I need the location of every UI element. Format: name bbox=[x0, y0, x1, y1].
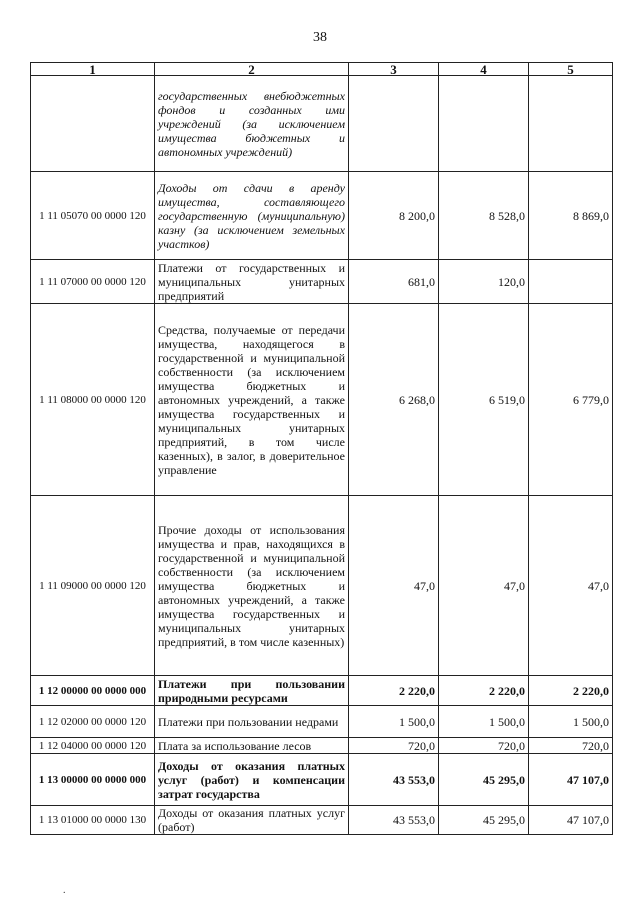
row-value-col3: 43 553,0 bbox=[349, 754, 439, 806]
row-value-col4: 1 500,0 bbox=[439, 706, 529, 738]
row-name: Доходы от сдачи в аренду имущества, составляющего государственную (муниципальную) казну (за исключением земельных участков) bbox=[155, 172, 349, 260]
row-code: 1 12 04000 00 0000 120 bbox=[31, 738, 155, 754]
table-row bbox=[31, 496, 613, 676]
row-value-col3: 47,0 bbox=[349, 496, 439, 676]
row-name: Платежи при пользовании природными ресурсами bbox=[155, 676, 349, 706]
row-name: Плата за использование лесов bbox=[155, 738, 349, 754]
row-value-col4: 45 295,0 bbox=[439, 754, 529, 806]
column-header: 1 bbox=[31, 63, 155, 76]
row-value-col4: 720,0 bbox=[439, 738, 529, 754]
row-name: Платежи при пользовании недрами bbox=[155, 706, 349, 738]
scan-mark: . bbox=[63, 885, 66, 896]
table-row bbox=[31, 260, 613, 304]
row-value-col3: 43 553,0 bbox=[349, 806, 439, 835]
row-name: Платежи от государственных и муниципальных унитарных предприятий bbox=[155, 260, 349, 304]
row-code: 1 12 02000 00 0000 120 bbox=[31, 706, 155, 738]
table-row bbox=[31, 806, 613, 835]
row-code: 1 11 07000 00 0000 120 bbox=[31, 260, 155, 304]
table-row bbox=[31, 706, 613, 738]
row-value-col5 bbox=[529, 76, 613, 172]
row-name: Доходы от оказания платных услуг (работ) bbox=[155, 806, 349, 835]
row-value-col3: 681,0 bbox=[349, 260, 439, 304]
row-value-col3: 720,0 bbox=[349, 738, 439, 754]
row-value-col5: 2 220,0 bbox=[529, 676, 613, 706]
row-name: Средства, получаемые от передачи имущества, находящегося в государственной и муниципальной собственности (за исключением имущества бюджетных и автономных учреждений, а также имущества государственных и муниципальных унитарных предприятий, в том числе казенных), в залог, в доверительное управление bbox=[155, 304, 349, 496]
page-number: 38 bbox=[313, 30, 327, 45]
row-value-col5: 8 869,0 bbox=[529, 172, 613, 260]
row-code bbox=[31, 76, 155, 172]
table-header-row bbox=[31, 63, 613, 76]
row-value-col5: 47 107,0 bbox=[529, 754, 613, 806]
row-code: 1 11 09000 00 0000 120 bbox=[31, 496, 155, 676]
row-value-col3: 2 220,0 bbox=[349, 676, 439, 706]
table-row bbox=[31, 304, 613, 496]
table-row bbox=[31, 676, 613, 706]
row-value-col5: 720,0 bbox=[529, 738, 613, 754]
revenue-table bbox=[30, 62, 613, 835]
row-code: 1 12 00000 00 0000 000 bbox=[31, 676, 155, 706]
table-row bbox=[31, 754, 613, 806]
row-value-col4: 47,0 bbox=[439, 496, 529, 676]
column-header: 4 bbox=[439, 63, 529, 76]
row-value-col3: 1 500,0 bbox=[349, 706, 439, 738]
row-value-col3: 8 200,0 bbox=[349, 172, 439, 260]
row-value-col5: 47 107,0 bbox=[529, 806, 613, 835]
row-code: 1 13 01000 00 0000 130 bbox=[31, 806, 155, 835]
table-row bbox=[31, 76, 613, 172]
row-code: 1 11 05070 00 0000 120 bbox=[31, 172, 155, 260]
row-value-col4: 45 295,0 bbox=[439, 806, 529, 835]
row-value-col3 bbox=[349, 76, 439, 172]
row-value-col5: 47,0 bbox=[529, 496, 613, 676]
column-header: 3 bbox=[349, 63, 439, 76]
row-code: 1 13 00000 00 0000 000 bbox=[31, 754, 155, 806]
row-name: Доходы от оказания платных услуг (работ) и компенсации затрат государства bbox=[155, 754, 349, 806]
row-value-col4 bbox=[439, 76, 529, 172]
table-row bbox=[31, 738, 613, 754]
row-value-col5 bbox=[529, 260, 613, 304]
row-value-col4: 6 519,0 bbox=[439, 304, 529, 496]
row-name: государственных внебюджетных фондов и созданных ими учреждений (за исключением имущества бюджетных и автономных учреждений) bbox=[155, 76, 349, 172]
row-code: 1 11 08000 00 0000 120 bbox=[31, 304, 155, 496]
table-row bbox=[31, 172, 613, 260]
row-value-col4: 120,0 bbox=[439, 260, 529, 304]
row-name: Прочие доходы от использования имущества и прав, находящихся в государственной и муниципальной собственности (за исключением имущества бюджетных и автономных учреждений, а также имущества государственных и муниципальных унитарных предприятий, в том числе казенных) bbox=[155, 496, 349, 676]
row-value-col4: 2 220,0 bbox=[439, 676, 529, 706]
row-value-col5: 1 500,0 bbox=[529, 706, 613, 738]
column-header: 2 bbox=[155, 63, 349, 76]
row-value-col4: 8 528,0 bbox=[439, 172, 529, 260]
row-value-col5: 6 779,0 bbox=[529, 304, 613, 496]
row-value-col3: 6 268,0 bbox=[349, 304, 439, 496]
column-header: 5 bbox=[529, 63, 613, 76]
